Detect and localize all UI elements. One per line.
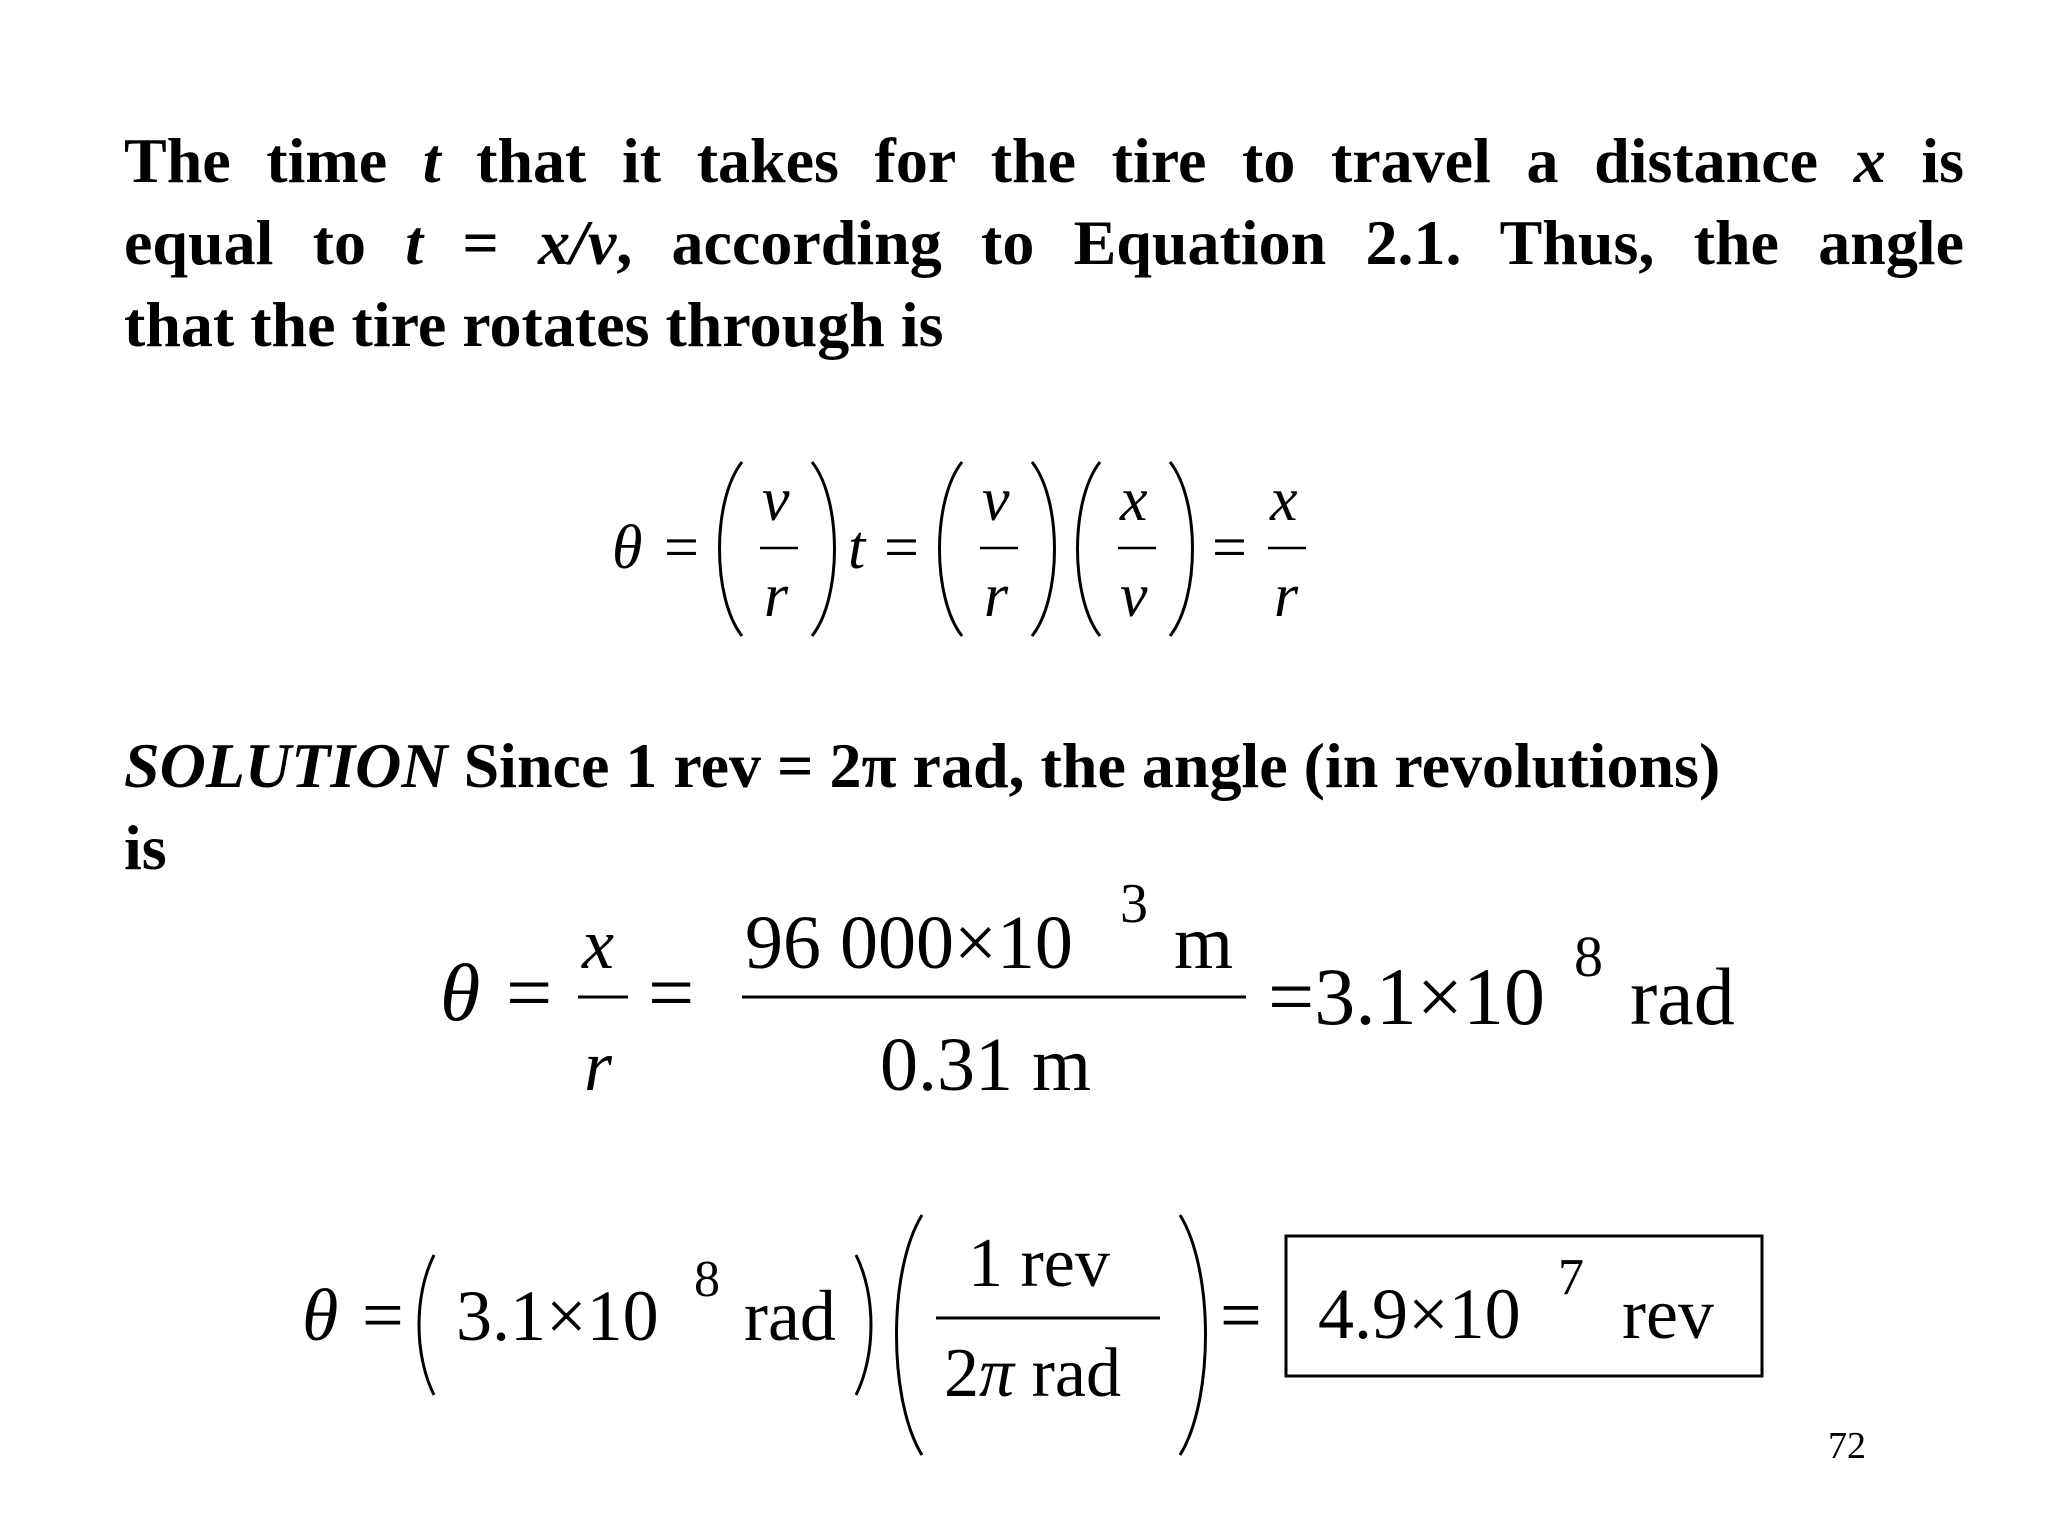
equation-angle-derivation [612, 462, 1306, 636]
svg-text:8: 8 [694, 1251, 720, 1308]
svg-text:3.1×10: 3.1×10 [456, 1276, 659, 1356]
svg-text:v: v [762, 466, 790, 534]
svg-text:=: = [362, 1275, 404, 1357]
intro-line-1: The time t that it takes for the tire to travel a distance x is [124, 125, 1965, 196]
svg-text:x: x [1120, 466, 1148, 534]
paren-open [419, 1255, 434, 1395]
svg-text:8: 8 [1574, 924, 1603, 989]
svg-text:=: = [1220, 1275, 1262, 1357]
intro-line-3: that the tire rotates through is [124, 289, 944, 360]
paren-close [1170, 462, 1193, 636]
svg-text:2π rad: 2π rad [944, 1335, 1121, 1412]
paren-close [1180, 1215, 1206, 1455]
svg-text:v: v [1120, 562, 1148, 630]
svg-text:=: = [648, 947, 695, 1038]
svg-text:m: m [1174, 901, 1234, 985]
svg-text:rad: rad [744, 1276, 836, 1356]
paren-open [1078, 462, 1101, 636]
solution-label: SOLUTION [124, 730, 448, 801]
svg-text:x: x [582, 904, 614, 984]
svg-text:θ: θ [302, 1275, 339, 1357]
paren-open [940, 462, 963, 636]
svg-text:=: = [1212, 514, 1247, 582]
paren-close [856, 1255, 871, 1395]
svg-text:v: v [982, 466, 1010, 534]
solution-paragraph [124, 725, 1964, 889]
svg-text:4.9×10: 4.9×10 [1318, 1274, 1521, 1354]
svg-text:=: = [884, 514, 919, 582]
svg-text:7: 7 [1558, 1249, 1584, 1306]
solution-line-2: is [124, 812, 167, 883]
svg-text:rev: rev [1622, 1274, 1714, 1354]
paren-open [720, 462, 743, 636]
svg-text:θ: θ [612, 514, 643, 582]
svg-text:r: r [764, 562, 789, 630]
svg-text:0.31 m: 0.31 m [880, 1023, 1092, 1107]
svg-text:=: = [506, 947, 553, 1038]
svg-text:r: r [1274, 562, 1299, 630]
svg-text:θ: θ [440, 947, 481, 1038]
svg-text:r: r [984, 562, 1009, 630]
page-number: 72 [1828, 1425, 1866, 1467]
paren-close [812, 462, 835, 636]
svg-text:96 000×10: 96 000×10 [745, 901, 1073, 985]
svg-text:3: 3 [1120, 873, 1148, 935]
svg-text:rad: rad [1630, 951, 1735, 1042]
equation-angle-radians [440, 873, 1735, 1107]
solution-line-1: SOLUTION Since 1 rev = 2π rad, the angle (in revolutions) [124, 730, 1721, 801]
svg-text:=: = [664, 514, 699, 582]
paren-open [897, 1215, 923, 1455]
svg-text:x: x [1270, 466, 1298, 534]
paren-close [1032, 462, 1055, 636]
svg-text:r: r [584, 1026, 613, 1106]
svg-text:=3.1×10: =3.1×10 [1268, 951, 1545, 1042]
svg-text:t: t [848, 514, 866, 582]
equation-angle-revolutions [302, 1215, 1762, 1455]
intro-line-2: equal to t = x/v, according to Equation 2.1. Thus, the angle [124, 207, 1964, 278]
svg-text:1 rev: 1 rev [968, 1225, 1110, 1302]
